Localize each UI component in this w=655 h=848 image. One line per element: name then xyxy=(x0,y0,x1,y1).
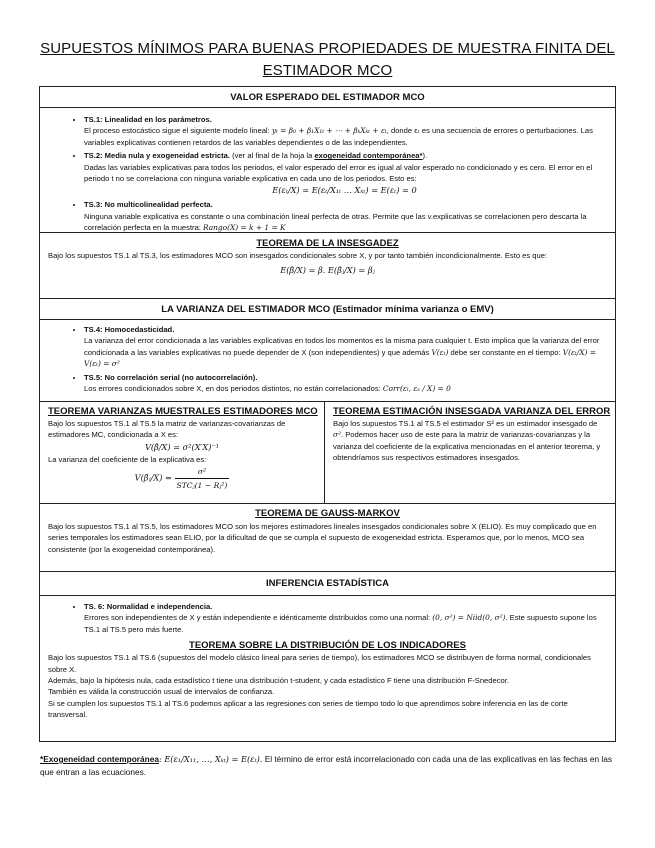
distribucion-heading: TEOREMA SOBRE LA DISTRIBUCIÓN DE LOS INDICADORES xyxy=(189,640,466,652)
gauss-markov-heading: TEOREMA DE GAUSS-MARKOV xyxy=(255,508,400,519)
inferencia-heading: INFERENCIA ESTADÍSTICA xyxy=(266,578,389,589)
page-title: SUPUESTOS MÍNIMOS PARA BUENAS PROPIEDADES DE MUESTRA FINITA DEL ESTIMADOR MCO xyxy=(40,40,615,79)
footnote-label: *Exogeneidad contemporánea xyxy=(40,754,159,764)
varianzas-muestrales-text1: Bajo los supuestos TS.1 al TS.5 la matriz de varianzas-covarianzas de estimadores MC, condicionada a X es: xyxy=(48,419,286,440)
distribucion-p4: Si se cumplen los supuestos TS.1 al TS.6 podemos aplicar a las regresiones con series de tiempo todo lo que aprendimos sobre inferencia en las de corte transversal. xyxy=(48,698,568,720)
ts2-equation: E(εₜ/X) = E(εₜ/X₁ₜ … Xₖₜ) = E(εₜ) = 0 xyxy=(272,185,417,196)
exogeneidad-link: exogeneidad contemporánea* xyxy=(314,151,423,161)
varianza-heading: LA VARIANZA DEL ESTIMADOR MCO (Estimador mínima varianza o EMV) xyxy=(161,304,494,315)
ts5-item: • TS.5: No correlación serial (no autocorrelación). Los errores condicionados sobre X, en dos periodos distintos, no están correlacionados: Corr(εₜ, εₛ / X) = 0 xyxy=(84,372,605,395)
valor-esperado-section xyxy=(39,86,616,233)
variance-fraction: $\frac{\text{σ²}}{\text{STCⱼ(1 − Rⱼ²)}}$ xyxy=(176,467,228,491)
varianzas-muestrales-eq2: V(β̂ⱼ/X) = $\frac{\text{σ²}}{\text{STCⱼ(1 − Rⱼ²)}}$ xyxy=(134,467,228,491)
ts6-item: • TS. 6: Normalidad e independencia. Errores son independientes de X y están independiente e idénticamente distribuidos como una normal: (0, σ²) = Niid(0, σ²). Este supuesto supone los TS.1 al TS.5 pero más fuerte. xyxy=(84,601,605,635)
varianzas-muestrales-column xyxy=(40,402,325,503)
inferencia-section xyxy=(39,572,616,742)
ts4-item: • TS.4: Homocedasticidad. La varianza del error condicionada a las variables explicativas en todos los momentos es la misma para cualquier t. Esto implica que la varianza del error condicionada a las variables explicativas no puede depender de X (son independientes) y que además V(εₜ) debe ser constante en el tiempo: V(εₜ/X) = V(εₜ) = σ² xyxy=(84,324,605,370)
distribucion-p3: También es válida la construcción usual de intervalos de confianza. xyxy=(48,687,275,697)
footnote xyxy=(40,753,615,779)
insesgadez-text: Bajo los supuestos TS.1 al TS.3, los estimadores MCO son insesgados condicionales sobre X, y por tanto también incondicionalmente. Esto es que: xyxy=(48,251,548,260)
insesgadez-equation: E(β̂/X) = β. E(β̂ⱼ/X) = βⱼ xyxy=(280,265,375,276)
estimacion-insesgada-column xyxy=(325,402,615,503)
footnote-formula: : E(ε₁/X₁₁, …, Xₖₜ) = E(εₜ). xyxy=(158,754,263,764)
ts2-item: • TS.2: Media nula y exogeneidad estricta. (ver al final de la hoja la exogeneidad contemporánea*). Dadas las variables explicativas para todos los periodos, el valor esperado del error es igual al valor esperado no condicionado y es cero. El error en el periodo t no se correlaciona con ninguna variable explicativa en cada uno de los periodos. Esto es: E(εₜ/X) = E(εₜ/X₁ₜ … Xₖₜ) = E(εₜ) = 0 xyxy=(84,150,605,197)
varianzas-muestrales-eq1: V(β̂/X) = σ²(X′X)⁻¹ xyxy=(144,441,220,452)
estimacion-insesgada-text: Bajo los supuestos TS.1 al TS.5 el estimador S² es un estimador insesgado de σ². Podemos hacer uso de este para la matriz de varianzas-covarianzas y la varianza del coeficiente de la explicativa mencionadas en el anterior teorema, y obtendríamos sus respectivos estimadores insesgados. xyxy=(333,419,601,463)
ts1-item: • TS.1: Linealidad en los parámetros. El proceso estocástico sigue el siguiente modelo lineal: yₜ = β₀ + β₁X₁ₜ + ⋯ + βₖXₖₜ + εₜ, donde εₜ es una secuencia de errores o perturbaciones. Las variables explicativas contienen retardos de las variables dependientes o de las independientes. xyxy=(84,114,605,148)
gauss-markov-text: Bajo los supuestos TS.1 al TS.5, los estimadores MCO son los mejores estimadores lineales insesgados condicionales sobre X (ELIO). Es muy complicado que en series temporales los estimadores sean ELIO, por la dificultad de que se cumpla el supuesto de exogeneidad estricta. Esperamos que, por lo menos, MCO sea consistente (por la exogeneidad contemporánea). xyxy=(48,522,597,554)
distribucion-p1: Bajo los supuestos TS.1 al TS.6 (supuestos del modelo clásico lineal para series de tiempo), los estimadores MCO se distribuyen de forma normal, condicionales sobre X. xyxy=(48,653,591,674)
theorems-two-column xyxy=(39,402,616,504)
estimacion-insesgada-heading: TEOREMA ESTIMACIÓN INSESGADA VARIANZA DEL ERROR xyxy=(333,406,611,417)
gauss-markov-section xyxy=(39,504,616,572)
footnote-text: El término de error está incorrelacionado con cada una de las explicativas en las fechas en las que entran a las ecuaciones. xyxy=(40,754,612,777)
distribucion-p2: Además, bajo la hipótesis nula, cada estadístico t tiene una distribución t-student, y cada estadístico F tiene una distribución F-Snedecor. xyxy=(48,676,509,686)
insesgadez-heading: TEOREMA DE LA INSESGADEZ xyxy=(256,238,399,249)
ts3-item: • TS.3: No multicolinealidad perfecta. Ninguna variable explicativa es constante o una combinación lineal perfecta de otras. Permite que las v.explicativas se correlacionen pero descarta la correlación perfecta en la muestra: Rango(X) = k + 1 = K xyxy=(84,199,605,233)
insesgadez-section xyxy=(39,233,616,299)
varianza-section xyxy=(39,299,616,402)
varianzas-muestrales-text2: La varianza del coeficiente de la explicativa es: xyxy=(48,454,207,464)
valor-esperado-heading: VALOR ESPERADO DEL ESTIMADOR MCO xyxy=(230,92,425,103)
varianzas-muestrales-heading: TEOREMA VARIANZAS MUESTRALES ESTIMADORES MCO xyxy=(48,406,318,417)
